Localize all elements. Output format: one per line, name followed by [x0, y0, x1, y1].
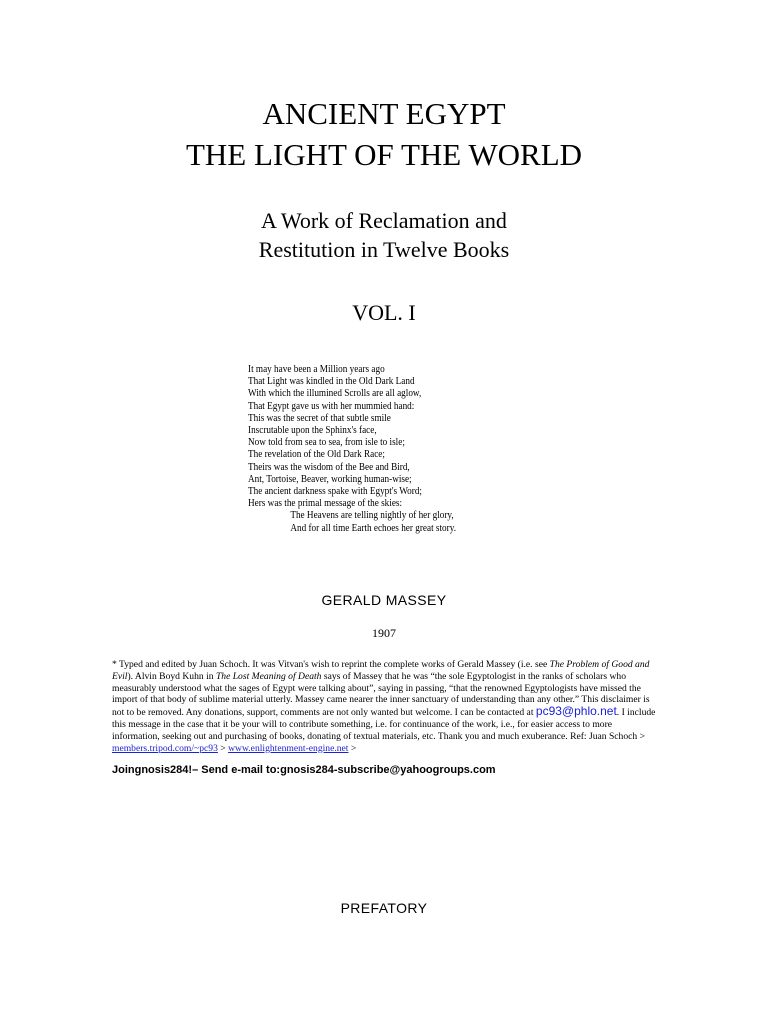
editor-note — [112, 659, 658, 754]
link-separator: > — [348, 742, 357, 754]
author-name: GERALD MASSEY — [321, 592, 447, 608]
poem-line: With which the illumined Scrolls are all aglow, — [248, 388, 422, 400]
poem-line: Hers was the primal message of the skies: — [248, 498, 403, 510]
poem-line: Now told from sea to sea, from isle to isle; — [248, 437, 405, 449]
note-text: says of Massey that he was “the sole Egyptologist in the ranks of scholars who measurably understood what the sages of Egypt were talking about”, saying in passing, “that the renowned Egyptologists have missed the import of that body of sublime material utterly. Massey came nearer the inner sanctuary of understanding than any other.” This disclaimer is not to be removed. Any donations, support, comments are not only wanted but welcome. I can be contacted at — [112, 670, 650, 719]
poem-line: It may have been a Million years ago — [248, 364, 385, 375]
poem-line: Theirs was the wisdom of the Bee and Bird, — [248, 461, 410, 473]
note-text: ). Alvin Boyd Kuhn in — [127, 670, 216, 682]
tripod-link[interactable]: members.tripod.com/~pc93 — [112, 742, 218, 754]
poem-line: This was the secret of that subtle smile — [248, 412, 391, 424]
poem-line: The ancient darkness spake with Egypt's Word; — [248, 486, 422, 498]
section-heading-prefatory: PREFATORY — [340, 900, 428, 916]
subtitle-line-2: Restitution in Twelve Books — [258, 237, 510, 262]
poem — [248, 364, 456, 535]
subtitle-line-1: A Work of Reclamation and — [261, 208, 507, 233]
poem-line: The revelation of the Old Dark Race; — [248, 449, 385, 461]
title-line-1: ANCIENT EGYPT — [262, 96, 506, 131]
poem-line-indented: And for all time Earth echoes her great story. — [290, 522, 457, 534]
publication-year: 1907 — [372, 626, 396, 640]
poem-line: Ant, Tortoise, Beaver, working human-wise; — [248, 473, 412, 485]
poem-line: That Light was kindled in the Old Dark Land — [248, 376, 415, 388]
title-line-2: THE LIGHT OF THE WORLD — [185, 137, 583, 172]
poem-line-indented: The Heavens are telling nightly of her glory, — [290, 510, 454, 522]
volume-label: VOL. I — [352, 300, 416, 325]
note-book-title: The Problem of Good and Evil — [112, 659, 650, 682]
poem-line: Inscrutable upon the Sphinx's face, — [248, 425, 377, 437]
poem-line: That Egypt gave us with her mummied hand: — [248, 400, 415, 412]
note-text: * Typed and edited by Juan Schoch. It was Vitvan's wish to reprint the complete works of Gerald Massey (i.e. see — [112, 659, 550, 670]
link-separator: > — [217, 742, 229, 754]
contact-email-link[interactable]: pc93@phlo.net — [535, 704, 617, 719]
join-group-line: Joingnosis284!– Send e-mail to:gnosis284-subscribe@yahoogroups.com — [112, 764, 496, 776]
note-text: . I include this message in the case that it be your will to contribute something, i.e. for continuance of the work, i.e., for easier access to more information, seeking out and purchasing of books, donating of textual materials, etc. Thank you and much exuberance. Ref: Juan Schoch > — [112, 707, 656, 742]
enlightenment-engine-link[interactable]: www.enlightenment-engine.net — [228, 742, 349, 754]
note-book-title: The Lost Meaning of Death — [215, 670, 322, 682]
